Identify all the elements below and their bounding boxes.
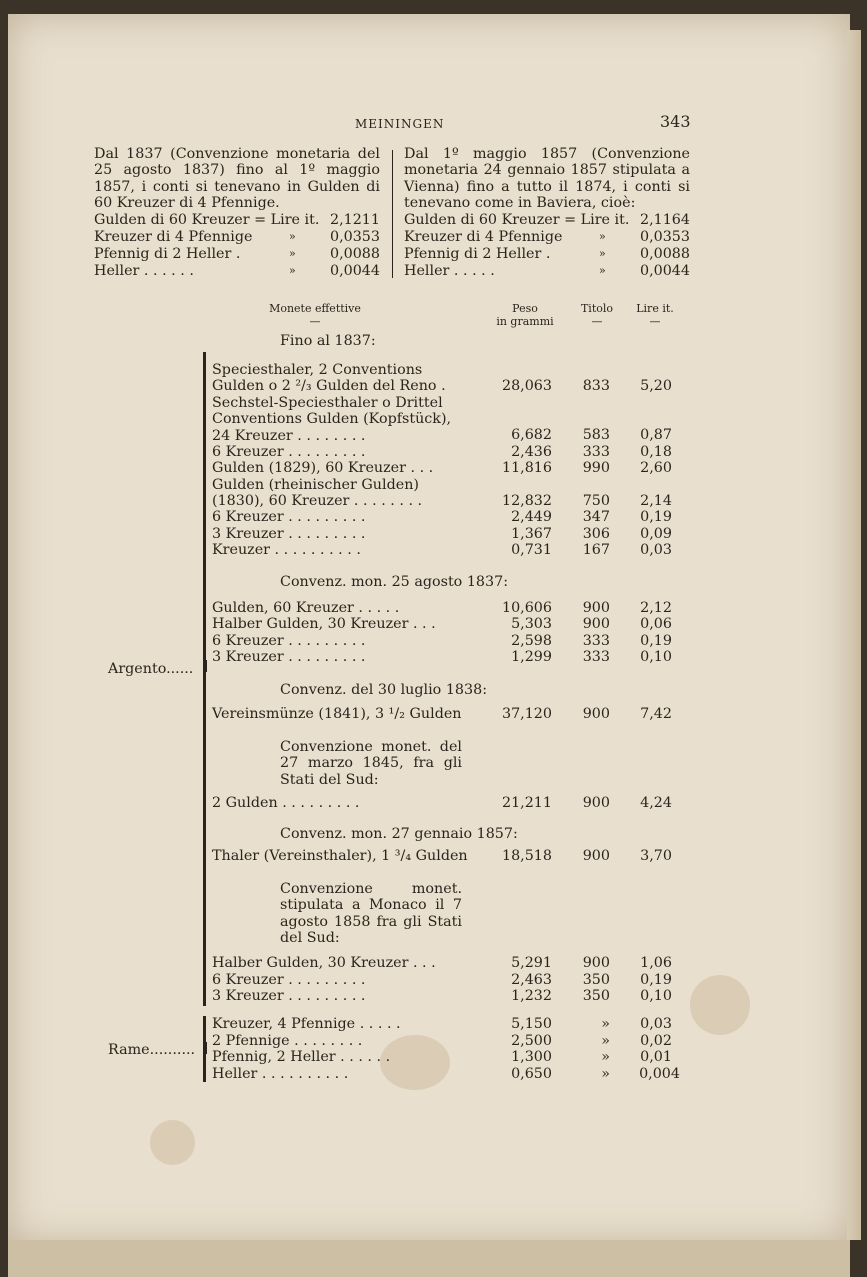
coin-name: Pfennig, 2 Heller . . . . . . [212,1049,391,1065]
rate-name: Pfennig di 2 Heller . [94,246,241,262]
lire-cell: 2,60 [640,460,672,476]
coin-name: 2 Pfennige . . . . . . . . [212,1033,363,1049]
weight-cell: 2,500 [511,1033,552,1049]
fineness-cell: 333 [582,444,610,460]
weight-cell: 2,463 [511,972,552,988]
right-rate-row [404,263,690,279]
silver-brace-tip [195,660,207,672]
coin-name: Gulden, 60 Kreuzer . . . . . [212,600,400,616]
lire-cell: 0,09 [640,526,672,542]
copper-brace-tip [195,1042,207,1054]
rate-value: 2,1211 [329,212,380,228]
fineness-cell: 347 [582,509,610,525]
weight-cell: 1,299 [511,649,552,665]
fineness-cell: 167 [582,542,610,558]
fineness-cell: » [601,1066,610,1082]
lire-cell: 0,10 [640,988,672,1004]
column-header-fineness: Titolo — [572,302,622,328]
lire-cell: 0,19 [640,633,672,649]
section-heading: Fino al 1837: [280,333,376,349]
coin-name: Gulden (1829), 60 Kreuzer . . . [212,460,434,476]
lire-cell: 0,03 [640,542,672,558]
fineness-cell: 583 [582,427,610,443]
rate-name: Heller . . . . . . [94,263,194,279]
lire-cell: 3,70 [640,848,672,864]
lire-cell: 5,20 [640,378,672,394]
lire-cell: 7,42 [640,706,672,722]
rate-name: Gulden di 60 Kreuzer = Lire it. [94,212,320,228]
fineness-cell: 900 [582,706,610,722]
fineness-cell: 306 [582,526,610,542]
lire-cell: 0,10 [640,649,672,665]
right-rate-row [404,229,690,245]
right-rate-row [404,212,690,228]
weight-cell: 1,367 [511,526,552,542]
fineness-cell: 900 [582,955,610,971]
lire-cell: 1,06 [640,955,672,971]
left-rate-row [94,212,380,228]
weight-cell: 10,606 [501,600,552,616]
rate-value: 0,0044 [639,263,690,279]
group-label-silver: Argento...... [108,661,194,677]
section-heading: Convenzione monet. stipulata a Monaco il 7 agosto 1858 fra gli Stati del Sud: [280,881,462,947]
coin-name: 6 Kreuzer . . . . . . . . . [212,444,366,460]
paper-stain [150,1120,195,1165]
coin-name: Heller . . . . . . . . . . [212,1066,349,1082]
right-intro-text: Dal 1º maggio 1857 (Convenzione monetaria 24 gennaio 1857 stipulata a Vienna) fino a tutto il 1874, i conti si tenevano come in Baviera, cioè: [404,146,690,212]
rate-name: Pfennig di 2 Heller . [404,246,551,262]
coin-name: Speciesthaler, 2 Conventions Gulden o 2 ²/₃ Gulden del Reno . [212,362,446,395]
coin-name: Sechstel-Speciesthaler o Drittel Conventions Gulden (Kopfstück), 24 Kreuzer . . . . . . . . [212,395,452,444]
lire-cell: 4,24 [640,795,672,811]
coin-name: Thaler (Vereinsthaler), 1 ³/₄ Gulden [212,848,468,864]
ditto-mark: » [599,247,606,260]
fineness-cell: 900 [582,795,610,811]
lire-cell: 0,01 [640,1049,672,1065]
lire-cell: 2,12 [640,600,672,616]
page-number: 343 [660,112,691,131]
rate-value: 0,0088 [329,246,380,262]
weight-cell: 5,291 [511,955,552,971]
column-header-coins: Monete effettive — [240,302,390,328]
coin-name: 3 Kreuzer . . . . . . . . . [212,988,366,1004]
fineness-cell: 750 [582,493,610,509]
weight-cell: 6,682 [511,427,552,443]
weight-cell: 0,650 [511,1066,552,1082]
ditto-mark: » [599,264,606,277]
weight-cell: 11,816 [501,460,552,476]
column-divider [392,150,393,278]
weight-cell: 12,832 [501,493,552,509]
header-dash: — [649,315,661,328]
fineness-cell: 900 [582,848,610,864]
weight-cell: 5,150 [511,1016,552,1032]
fineness-cell: 833 [582,378,610,394]
weight-cell: 5,303 [511,616,552,632]
fineness-cell: 350 [582,972,610,988]
lire-cell: 0,18 [640,444,672,460]
coin-name: Halber Gulden, 30 Kreuzer . . . [212,955,436,971]
coin-name: 3 Kreuzer . . . . . . . . . [212,526,366,542]
coin-name: 6 Kreuzer . . . . . . . . . [212,972,366,988]
right-rate-row [404,246,690,262]
coin-name: Vereinsmünze (1841), 3 ¹/₂ Gulden [212,706,462,722]
left-rate-row [94,246,380,262]
coin-name: Kreuzer . . . . . . . . . . [212,542,361,558]
coin-name: 6 Kreuzer . . . . . . . . . [212,509,366,525]
page-bottom-edge [8,1240,850,1277]
fineness-cell: » [601,1033,610,1049]
silver-brace [203,352,206,1006]
page-edge [847,30,861,1240]
coin-name: 3 Kreuzer . . . . . . . . . [212,649,366,665]
weight-cell: 2,436 [511,444,552,460]
lire-cell: 0,03 [640,1016,672,1032]
rate-value: 0,0353 [329,229,380,245]
rate-name: Kreuzer di 4 Pfennige [404,229,563,245]
coin-name: Kreuzer, 4 Pfennige . . . . . [212,1016,401,1032]
weight-cell: 0,731 [511,542,552,558]
column-header-weight: Peso in grammi [496,302,554,328]
fineness-cell: 333 [582,649,610,665]
weight-cell: 18,518 [501,848,552,864]
rate-name: Heller . . . . . [404,263,495,279]
header-dash: — [591,315,603,328]
coin-name: 6 Kreuzer . . . . . . . . . [212,633,366,649]
weight-cell: 1,300 [511,1049,552,1065]
weight-cell: 28,063 [501,378,552,394]
section-heading: Convenz. mon. 27 gennaio 1857: [280,826,518,842]
rate-name: Kreuzer di 4 Pfennige [94,229,253,245]
lire-cell: 0,87 [640,427,672,443]
weight-cell: 1,232 [511,988,552,1004]
running-title: MEININGEN [355,117,445,131]
section-heading: Convenz. del 30 luglio 1838: [280,682,488,698]
rate-value: 0,0088 [639,246,690,262]
ditto-mark: » [599,230,606,243]
section-heading: Convenz. mon. 25 agosto 1837: [280,574,509,590]
weight-cell: 2,449 [511,509,552,525]
fineness-cell: 333 [582,633,610,649]
lire-cell: 0,06 [640,616,672,632]
lire-cell: 0,004 [639,1066,680,1082]
coin-name: Halber Gulden, 30 Kreuzer . . . [212,616,436,632]
weight-cell: 37,120 [501,706,552,722]
coin-name: 2 Gulden . . . . . . . . . [212,795,360,811]
weight-cell: 21,211 [501,795,552,811]
rate-value: 0,0044 [329,263,380,279]
section-heading: Convenzione monet. del 27 marzo 1845, fra gli Stati del Sud: [280,739,462,788]
ditto-mark: » [289,230,296,243]
rate-value: 2,1164 [639,212,690,228]
fineness-cell: 990 [582,460,610,476]
rate-value: 0,0353 [639,229,690,245]
lire-cell: 0,19 [640,972,672,988]
group-label-copper: Rame.......... [108,1042,196,1058]
fineness-cell: 900 [582,600,610,616]
fineness-cell: » [601,1049,610,1065]
fineness-cell: 900 [582,616,610,632]
fineness-cell: » [601,1016,610,1032]
left-rate-row [94,229,380,245]
paper-stain [690,975,750,1035]
lire-cell: 0,19 [640,509,672,525]
lire-cell: 2,14 [640,493,672,509]
coin-name: Gulden (rheinischer Gulden) (1830), 60 Kreuzer . . . . . . . . [212,477,423,510]
header-dash: — [309,315,321,328]
left-rate-row [94,263,380,279]
rate-name: Gulden di 60 Kreuzer = Lire it. [404,212,630,228]
ditto-mark: » [289,247,296,260]
ditto-mark: » [289,264,296,277]
column-header-lire: Lire it. — [630,302,680,328]
weight-cell: 2,598 [511,633,552,649]
lire-cell: 0,02 [640,1033,672,1049]
left-intro-text: Dal 1837 (Convenzione monetaria del 25 agosto 1837) fino al 1º maggio 1857, i conti si tenevano in Gulden di 60 Kreuzer di 4 Pfennige. [94,146,380,212]
fineness-cell: 350 [582,988,610,1004]
